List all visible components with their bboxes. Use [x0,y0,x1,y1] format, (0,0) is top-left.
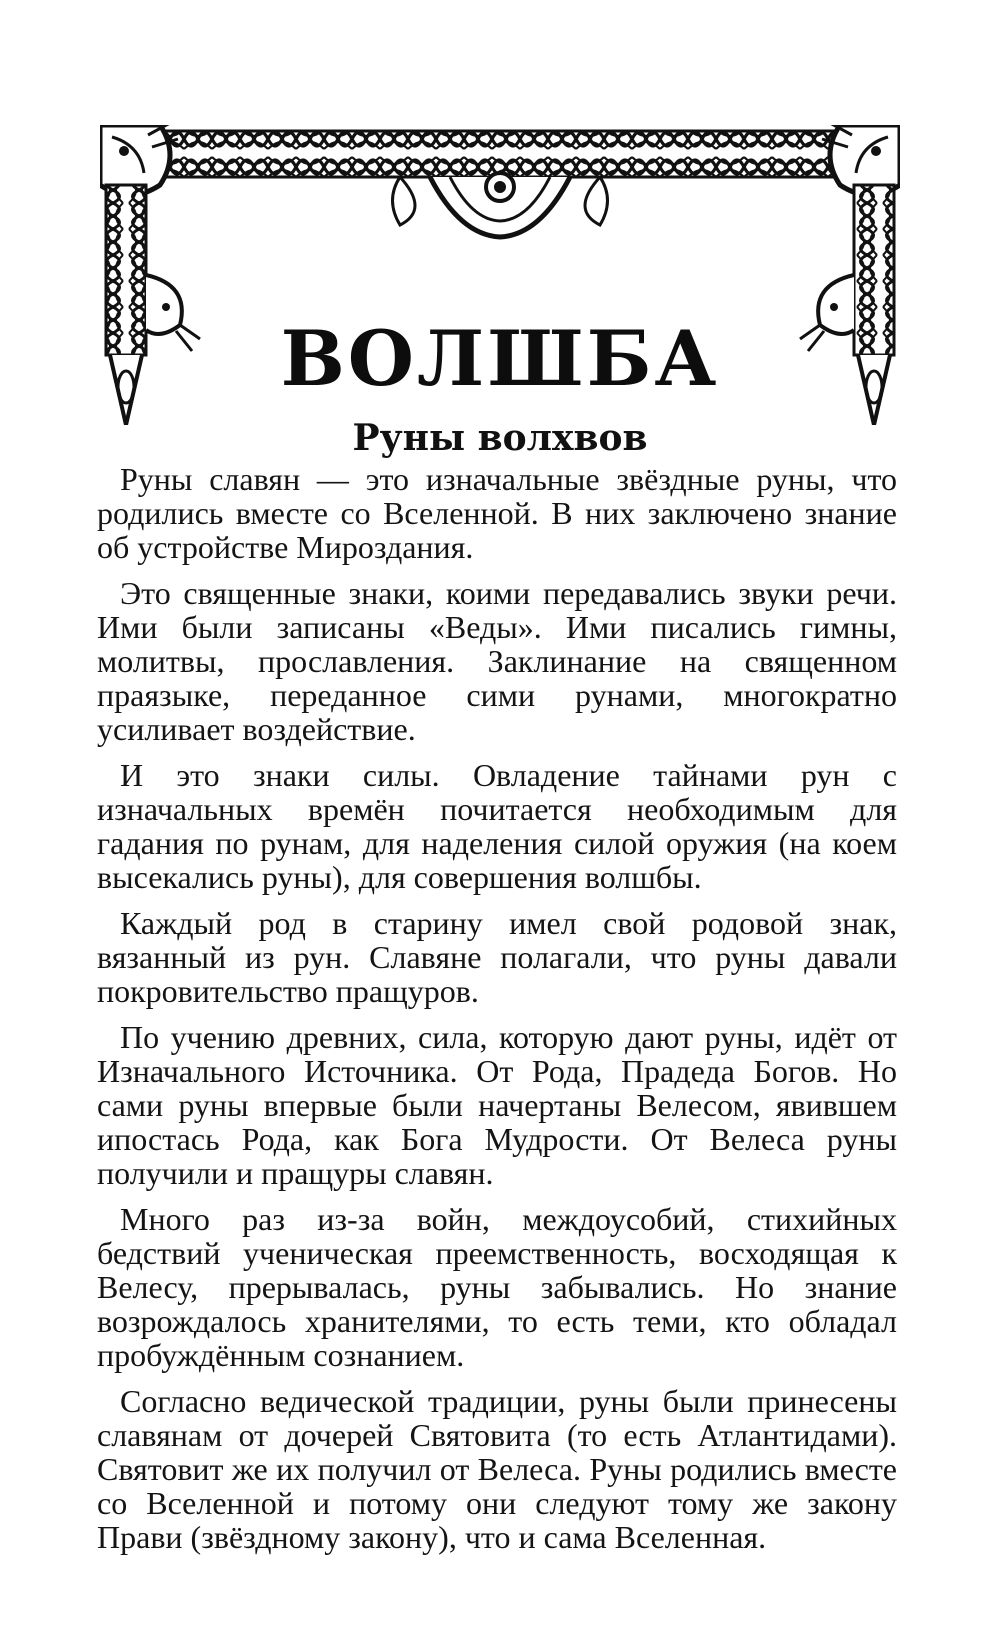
paragraph: Каждый род в старину имел свой родовой знак, вязанный из рун. Славяне полагали, что руны давали покровительство пращуров. [97,905,897,1009]
paragraph: По учению древних, сила, которую дают руны, идёт от Изначального Источника. От Рода, Прадеда Богов. Но сами руны впервые были начертаны Велесом, явившем ипостась Рода, как Бога Мудрости. От Велеса руны получили и пращуры славян. [97,1019,897,1191]
paragraph: И это знаки силы. Овладение тайнами рун с изначальных времён почитается необходимым для гадания по рунам, для наделения силой оружия (на коем высекались руны), для совершения волшбы. [97,757,897,895]
paragraph: Руны славян — это изначальные звёздные руны, что родились вместе со Вселенной. В них заключено знание об устройстве Мироздания. [97,461,897,565]
paragraph: Это священные знаки, коими передавались звуки речи. Ими были записаны «Веды». Ими писались гимны, молитвы, прославления. Заклинание на священном праязыке, переданное сими рунами, многократно усиливает воздействие. [97,575,897,747]
body-text [97,462,897,1566]
central-pendant-motif [393,173,608,237]
paragraph: Согласно ведической традиции, руны были принесены славянам от дочерей Святовита (то есть Атлантидами). Святовит же их получил от Велеса. Руны родились вместе со Вселенной и потому они следуют тому же закону Прави (звёздному закону), что и сама Вселенная. [97,1383,897,1555]
section-subtitle: Руны волхвов [352,416,648,459]
paragraph: Много раз из-за войн, междоусобий, стихийных бедствий ученическая преемственность, восходящая к Велесу, прерывалась, руны забывались. Но знание возрождалось хранителями, то есть теми, кто обладал пробуждённым сознанием. [97,1201,897,1373]
top-braid-band [140,131,860,177]
chapter-title: ВОЛШБА [280,313,720,403]
